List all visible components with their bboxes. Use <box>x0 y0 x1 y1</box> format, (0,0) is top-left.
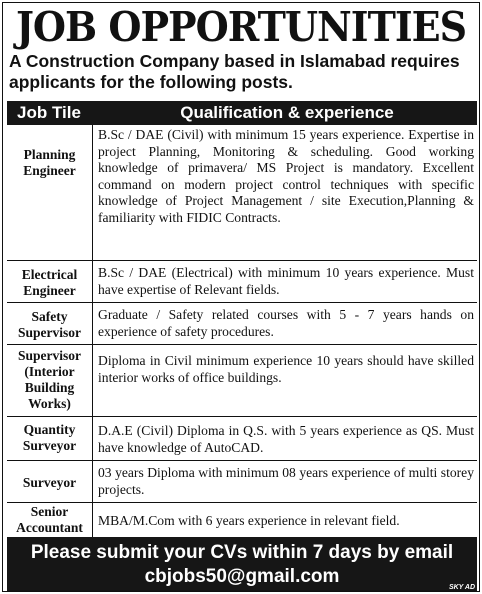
table-row <box>7 416 477 461</box>
job-description: Graduate / Safety related courses with 5 - 7 years hands on experience of safety procedures. <box>98 307 474 339</box>
job-title: Planning Engineer <box>23 147 76 178</box>
job-title: Supervisor (Interior Building Works) <box>17 348 81 411</box>
job-title: Senior Accountant <box>16 504 83 535</box>
header-job-title: Job Tile <box>17 103 81 122</box>
job-title: Surveyor <box>22 475 77 490</box>
job-description: MBA/M.Com with 6 years experience in relevant field. <box>98 513 400 528</box>
table-row <box>7 502 477 538</box>
table-row <box>7 302 477 345</box>
job-description: Diploma in Civil minimum experience 10 years should have skilled interior works of office buildings. <box>98 353 474 385</box>
table-row <box>7 125 477 260</box>
table-row <box>7 460 477 503</box>
agency-credit: SKY AD <box>448 584 475 591</box>
footer-email: cbjobs50@gmail.com <box>144 566 340 587</box>
job-advertisement <box>2 2 480 592</box>
job-description: B.Sc / DAE (Civil) with minimum 15 years experience. Expertise in project Planning, Monitoring & scheduling. Good working knowledge of primavera/ MS Project is mandatory. Excellent command on modern project control techniques with specific knowledge of Project Management / site Execution,Planning & familiarity with FIDIC Contracts. <box>98 127 474 225</box>
job-description: 03 years Diploma with minimum 08 years experience of multi storey projects. <box>98 465 474 497</box>
table-row <box>7 344 477 417</box>
job-title: Quantity Surveyor <box>22 422 77 453</box>
table-header <box>7 101 477 125</box>
ad-intro: A Construction Company based in Islamabad requires applicants for the following posts. <box>9 51 460 92</box>
job-title: Safety Supervisor <box>17 309 81 340</box>
job-title: Electrical Engineer <box>21 267 78 298</box>
footer-instruction: Please submit your CVs within 7 days by email <box>30 542 454 563</box>
table-row <box>7 260 477 303</box>
footer-banner <box>7 537 477 591</box>
ad-title: JOB OPPORTUNITIES <box>15 2 467 51</box>
job-description: B.Sc / DAE (Electrical) with minimum 10 years experience. Must have expertise of Relevant fields. <box>98 265 474 297</box>
job-description: D.A.E (Civil) Diploma in Q.S. with 5 years experience as QS. Must have knowledge of AutoCAD. <box>98 423 474 455</box>
header-qualification: Qualification & experience <box>180 103 394 122</box>
